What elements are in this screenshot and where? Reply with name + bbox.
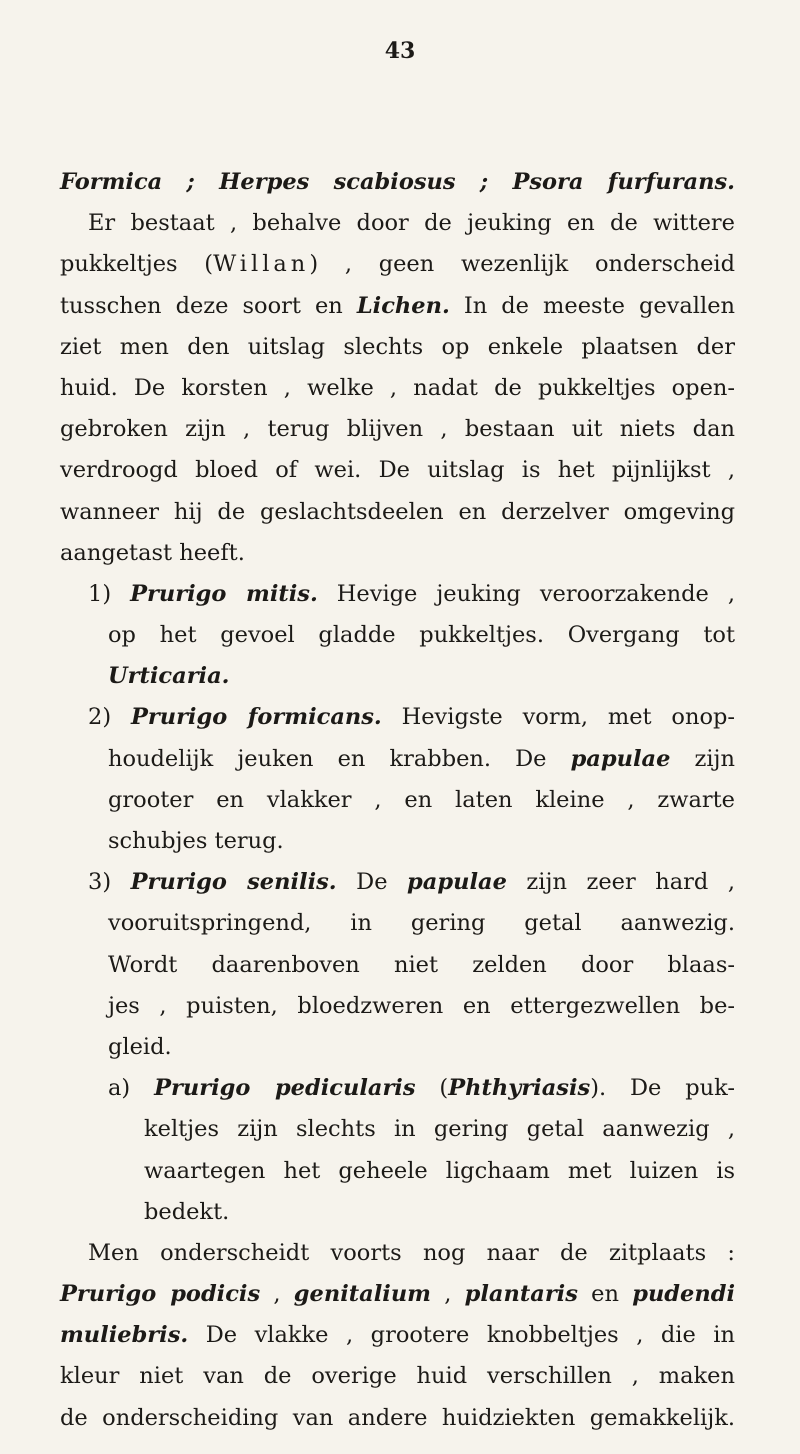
text-segment: ) , geen wezenlijk onderscheid — [309, 251, 736, 278]
text-segment: keltjes zijn slechts in gering getal aanwezig , — [144, 1116, 735, 1143]
text-segment: gebroken zijn , terug blijven , bestaan uit niets dan — [60, 416, 735, 443]
author-name: Willan — [213, 251, 310, 278]
text-segment: , — [260, 1281, 294, 1308]
text-segment: aangetast heeft. — [60, 539, 245, 566]
text-line — [60, 203, 735, 244]
text-line — [60, 1233, 735, 1274]
text-segment: Er bestaat , behalve door de jeuking en de wittere — [88, 210, 735, 237]
text-line — [60, 1027, 735, 1068]
italic-term: Urticaria. — [108, 663, 230, 690]
text-line — [60, 903, 735, 944]
text-segment: Hevige jeuking veroorzakende , — [317, 580, 736, 607]
text-segment: gleid. — [108, 1033, 172, 1060]
text-segment: ( — [415, 1075, 449, 1102]
italic-term: plantaris — [464, 1281, 578, 1308]
text-segment: Men onderscheidt voorts nog naar de zitplaats : — [88, 1239, 735, 1266]
italic-term: Prurigo pedicularis — [154, 1075, 416, 1102]
italic-term: Phthyriasis — [448, 1075, 591, 1102]
text-line — [60, 409, 735, 450]
text-segment: tusschen deze soort en — [60, 292, 357, 319]
italic-term: Prurigo senilis. — [130, 869, 337, 896]
text-line — [60, 986, 735, 1027]
body-text — [60, 162, 735, 1439]
text-line — [60, 1398, 735, 1439]
text-line — [60, 739, 735, 780]
text-segment: waartegen het geheele ligchaam met luizen is — [144, 1157, 735, 1184]
italic-term: Prurigo formicans. — [130, 704, 382, 731]
text-segment: en — [577, 1281, 633, 1308]
text-segment: Hevigste vorm, met onop- — [381, 704, 736, 731]
text-segment: zijn zeer hard , — [506, 869, 735, 896]
text-segment: In de meeste gevallen — [449, 292, 736, 319]
text-segment: jes , puisten, bloedzweren en ettergezwellen be- — [108, 992, 735, 1019]
text-line — [60, 1315, 735, 1356]
text-line — [60, 492, 735, 533]
text-line — [60, 656, 735, 697]
text-segment: Wordt daarenboven niet zelden door blaas- — [108, 951, 735, 978]
text-line — [60, 368, 735, 409]
text-segment: De — [336, 869, 408, 896]
text-line — [60, 1151, 735, 1192]
text-segment: huid. De korsten , welke , nadat de pukkeltjes open- — [60, 374, 735, 401]
text-line — [60, 945, 735, 986]
text-line — [60, 821, 735, 862]
text-segment: 2) — [88, 704, 131, 731]
text-line — [60, 1109, 735, 1150]
italic-term: Formica ; Herpes scabiosus ; Psora furfurans. — [60, 169, 735, 195]
text-line — [60, 1356, 735, 1397]
text-segment: 3) — [88, 869, 131, 896]
page-number: 43 — [384, 38, 416, 64]
text-line — [60, 450, 735, 491]
text-segment: verdroogd bloed of wei. De uitslag is het pijnlijkst , — [60, 457, 735, 484]
text-segment: , — [430, 1281, 465, 1308]
text-line — [60, 574, 735, 615]
text-segment: a) — [108, 1075, 155, 1102]
text-line — [60, 533, 735, 574]
text-segment: de onderscheiding van andere huidziekten gemakkelijk. — [60, 1404, 735, 1431]
text-line — [60, 1274, 735, 1315]
italic-term: Lichen. — [356, 292, 450, 319]
text-line — [60, 1068, 735, 1109]
text-line — [60, 286, 735, 327]
text-line — [60, 244, 735, 285]
text-segment: wanneer hij de geslachtsdeelen en derzelver omgeving — [60, 498, 735, 525]
italic-term: papulae — [570, 745, 671, 772]
text-segment: zijn — [670, 745, 735, 772]
text-segment: op het gevoel gladde pukkeltjes. Overgang tot — [108, 622, 735, 649]
text-segment: 1) — [88, 580, 131, 607]
text-line — [60, 1192, 735, 1233]
text-line — [60, 615, 735, 656]
text-line — [60, 327, 735, 368]
text-line — [60, 697, 735, 738]
italic-term: genitalium — [293, 1281, 431, 1308]
text-segment: ziet men den uitslag slechts op enkele plaatsen der — [60, 333, 735, 360]
text-segment: grooter en vlakker , en laten kleine , zwarte — [108, 786, 735, 813]
text-segment: houdelijk jeuken en krabben. De — [108, 745, 571, 772]
text-segment: vooruitspringend, in gering getal aanwezig. — [108, 910, 735, 937]
italic-term: Prurigo podicis — [60, 1281, 261, 1308]
italic-term: Prurigo mitis. — [130, 580, 318, 607]
text-segment: bedekt. — [144, 1198, 230, 1225]
text-segment: schubjes terug. — [108, 828, 284, 854]
text-segment: pukkeltjes ( — [60, 251, 214, 278]
text-segment: ). De puk- — [590, 1075, 735, 1102]
text-line — [60, 862, 735, 903]
italic-term: muliebris. — [60, 1322, 189, 1349]
italic-term: papulae — [407, 869, 507, 896]
text-line — [60, 780, 735, 821]
text-line — [60, 162, 735, 203]
text-segment: De vlakke , grootere knobbeltjes , die in — [188, 1322, 735, 1349]
text-segment: kleur niet van de overige huid verschillen , maken — [60, 1363, 735, 1390]
italic-term: pudendi — [632, 1281, 735, 1308]
